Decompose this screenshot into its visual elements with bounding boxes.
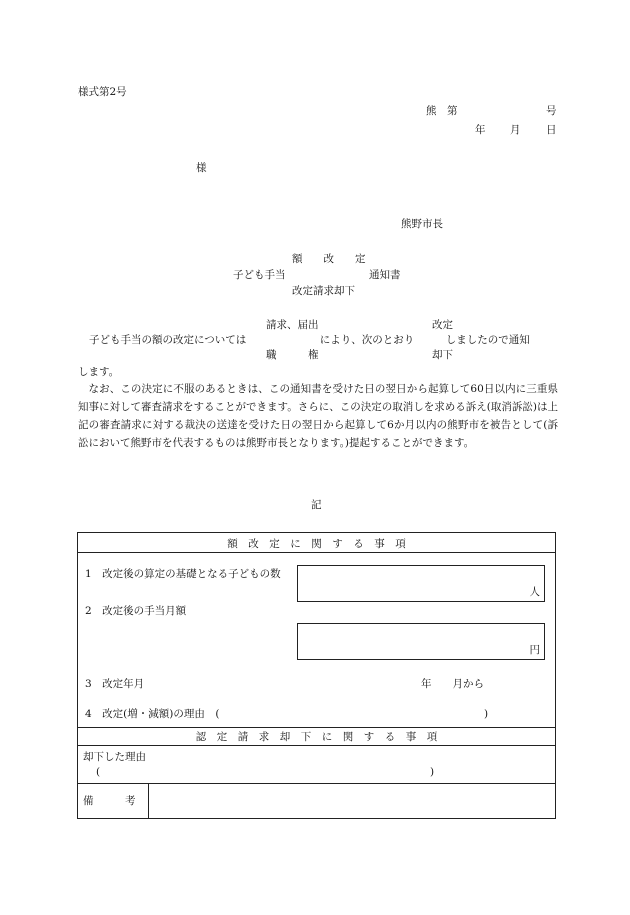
divider xyxy=(78,552,555,553)
rejection-reason-close: ) xyxy=(430,766,435,778)
item-3-label: 3 改定年月 xyxy=(85,678,145,690)
title-line-2-left: 子ども手当 xyxy=(233,269,286,281)
item-2-label: 2 改定後の手当月額 xyxy=(85,605,187,617)
reference-prefix: 熊 第 xyxy=(426,105,458,117)
form-number: 様式第2号 xyxy=(78,86,127,98)
addressee-honorific: 様 xyxy=(196,162,207,174)
item-4-close: ) xyxy=(484,708,489,720)
issuer-name: 熊野市長 xyxy=(401,218,443,230)
title-line-3: 改定請求却下 xyxy=(292,285,355,297)
date-day: 日 xyxy=(546,124,557,136)
option-request-report: 請求、届出 xyxy=(266,319,319,331)
option-revision: 改定 xyxy=(432,319,453,331)
appeal-notice: なお、この決定に不服のあるときは、この通知書を受けた日の翌日から起算して60日以内に三重県知事に対して審査請求をすることができます。さらに、この決定の取消しを求める訴え(取消訴訟)は上記の審査請求に対する裁決の送達を受けた日の翌日から起算して6か月以内の熊野市を被告として(訴訟において熊野市を代表するものは熊野市長となります。)提起することができます。 xyxy=(78,383,558,449)
divider xyxy=(78,745,555,746)
reference-suffix: 号 xyxy=(546,105,557,117)
title-line-2-right: 通知書 xyxy=(369,269,401,281)
section-2-header: 認 定 請 求 却 下 に 関 す る 事 項 xyxy=(195,731,438,743)
date-month: 月 xyxy=(510,124,521,136)
monthly-allowance-unit: 円 xyxy=(529,643,540,656)
section-1-header: 額 改 定 に 関 す る 事 項 xyxy=(227,538,406,550)
ki-heading: 記 xyxy=(311,499,322,511)
option-ex-officio: 職 権 xyxy=(266,349,319,361)
body-main-line: 子ども手当の額の改定については により、次のとおり しましたので通知 xyxy=(89,334,530,346)
children-count-unit: 人 xyxy=(529,585,540,598)
revision-date-value: 年 月から xyxy=(421,678,484,690)
remarks-label: 備 考 xyxy=(83,795,136,807)
option-rejection: 却下 xyxy=(432,349,453,361)
divider xyxy=(78,727,555,728)
details-table xyxy=(77,532,556,819)
body-continuation: します。 xyxy=(78,366,120,378)
item-4-label: 4 改定(増・減額)の理由 ( xyxy=(85,708,220,720)
item-1-label: 1 改定後の算定の基礎となる子どもの数 xyxy=(85,568,281,580)
date-year: 年 xyxy=(475,124,486,136)
rejection-reason-label: 却下した理由 xyxy=(83,751,146,763)
remarks-divider xyxy=(148,783,149,819)
divider xyxy=(78,783,555,784)
rejection-reason-open: ( xyxy=(96,766,101,778)
children-count-field[interactable] xyxy=(297,565,545,602)
title-line-1: 額 改 定 xyxy=(292,253,366,265)
monthly-allowance-field[interactable] xyxy=(297,623,545,660)
